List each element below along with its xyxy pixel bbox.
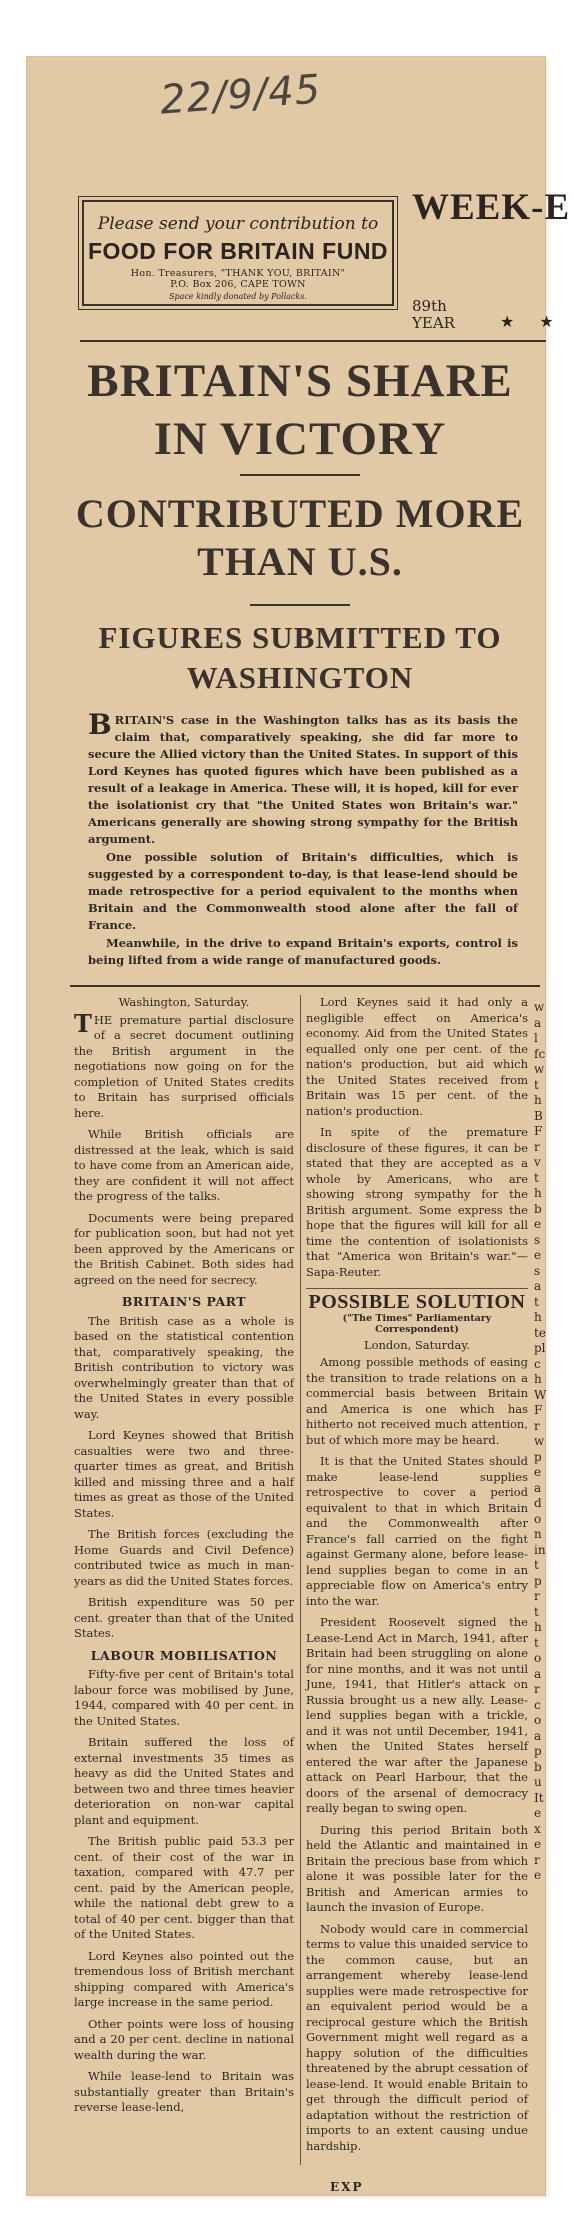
fragment-text: th xyxy=(534,1170,542,1200)
headline-divider xyxy=(240,474,360,476)
fragment-text: se xyxy=(534,1232,542,1262)
section-rule xyxy=(70,985,540,987)
body-paragraph: President Roosevelt signed the Lease-Lend Act in March, 1941, after Britain had been struggling on alone for nine months, and it was not until June, 1941, that Hitler's attack on Russia brought us a new ally. Lease-lend supplies began with a trickle, and it was not until December, 1941, when the United States herself entered the war after the Japanese attack on Pearl Harbour, that the doors of the arsenal of democracy really began to swing open. xyxy=(306,1615,528,1815)
masthead-week: WEEK-E xyxy=(412,187,571,228)
body-paragraph: The British case as a whole is based on the statistical contention that, comparatively speaking, the British contribution to victory was overwhelmingly greater than that of the United States in every possible way. xyxy=(74,1313,294,1421)
masthead-stars: ★ ★ xyxy=(500,312,564,331)
lead-paragraph: Meanwhile, in the drive to expand Britain's exports, control is being lifted from a wide range of manufactured goods. xyxy=(88,936,518,967)
body-paragraph: Lord Keynes showed that British casualties were two and three-quarter times as great, and British killed and missing three and a half times as great as those of the United States. xyxy=(74,1428,294,1520)
headline-main-line1: BRITAIN'S SHARE xyxy=(87,355,513,407)
ad-line2: FOOD FOR BRITAIN FUND xyxy=(87,238,389,264)
fragment-text: B xyxy=(534,1108,543,1123)
fragment-text: sa xyxy=(534,1263,542,1293)
byline: ("The Times" Parliamentary Correspondent) xyxy=(342,1312,492,1335)
year-word: YEAR xyxy=(412,314,455,332)
ad-line1: Please send your contribution to xyxy=(97,214,379,234)
column-dropcap: T xyxy=(74,1008,92,1038)
fragment-text: ere xyxy=(534,1837,542,1882)
fragment-text: te xyxy=(534,1325,546,1340)
ad-line4: P.O. Box 206, CAPE TOWN xyxy=(170,279,306,290)
section-rule xyxy=(306,1288,528,1289)
body-paragraph: Britain suffered the loss of external investments 35 times as heavy as did the United States and between two and three times heavier deterioration on non-war capital plant and equipment. xyxy=(74,1735,294,1827)
body-paragraph: During this period Britain both held the Atlantic and maintained in Britain the precious base from which alone it was possible later for the British and American armies to launch the invasion of Europe. xyxy=(306,1822,528,1914)
fragment-text: W xyxy=(534,1387,547,1402)
fragment-text: to xyxy=(534,1635,542,1665)
body-paragraph: British expenditure was 50 per cent. greater than that of the United States. xyxy=(74,1595,294,1640)
fragment-text: pe xyxy=(534,1449,542,1479)
fragment-text: int xyxy=(534,1542,546,1572)
headline-divider xyxy=(250,604,350,606)
fragment-text: Fr xyxy=(534,1124,543,1154)
body-paragraph: The British public paid 53.3 per cent. of their cost of the war in taxation, compared with 47.7 per cent. paid by the American people, while the national debt grew to a total of 40 per cent. bigger than that of the United States. xyxy=(74,1834,294,1941)
body-paragraph: Lord Keynes said it had only a negligible effect on America's economy. Aid from the United States equalled only one per cent. of the nation's production, but aid which the United States received from Britain was 15 per cent. of the nation's production. xyxy=(306,995,528,1118)
body-paragraph: While lease-lend to Britain was substantially greater than Britain's reverse lease-lend, xyxy=(74,2069,294,2114)
fragment-text: th xyxy=(534,1604,542,1634)
body-paragraph: Other points were loss of housing and a 20 per cent. decline in national wealth during the war. xyxy=(74,2016,294,2062)
body-paragraph: In spite of the premature disclosure of these figures, it can be stated that they are accepted as a whole by Americans, who are showing strong sympathy for the British argument. Some express the hope that the figures will kill for all time the contention of isolationists that "America won Britain's war."—Sapa-Reuter. xyxy=(306,1125,528,1279)
headline-third xyxy=(70,618,530,698)
body-paragraph: THE premature partial disclosure of a secret document outlining the British argument in the negotiations now going on for the completion of United States credits to Britain has surprised officials here. xyxy=(74,1008,294,1120)
headline-main-line2: IN VICTORY xyxy=(153,413,447,465)
ad-line3: Hon. Treasurers, "THANK YOU, BRITAIN" xyxy=(130,268,346,279)
year-number: 89th xyxy=(412,297,447,315)
subheading: LABOUR MOBILISATION xyxy=(90,1647,278,1663)
fragment-text: a xyxy=(534,1015,542,1030)
lead-paragraphs xyxy=(88,708,518,970)
fragment-text: be xyxy=(534,1201,542,1231)
fragment-text: l xyxy=(534,1031,538,1045)
adjacent-column-fragment xyxy=(534,1000,546,2100)
handwritten-date: 22/9/45 xyxy=(158,66,323,124)
article-column-left xyxy=(74,995,294,2122)
lead-paragraph: One possible solution of Britain's difficulties, which is suggested by a correspondent to-day, is that lease-lend should be made retrospective for a period equivalent to the months when Britain and the Commonwealth stood alone after the fall of France. xyxy=(88,850,518,932)
fragment-text: w xyxy=(534,1000,545,1014)
fragment-text: ap xyxy=(534,1728,542,1758)
dateline: London, Saturday. xyxy=(363,1337,471,1352)
body-paragraph: Documents were being prepared for publication soon, but had not yet been approved by the Americans or the British Cabinet. Both sides had agreed on the need for secrecy. xyxy=(74,1210,294,1287)
food-for-britain-ad xyxy=(82,200,394,306)
fragment-text: w xyxy=(534,1062,545,1076)
lead-dropcap: B xyxy=(88,708,112,741)
headline-main xyxy=(70,352,530,468)
fragment-text: Fr xyxy=(534,1403,543,1433)
subheading: BRITAIN'S PART xyxy=(121,1294,247,1309)
fragment-text: th xyxy=(534,1294,542,1324)
article-column-right xyxy=(306,995,528,2160)
subheading-possible-solution: POSSIBLE SOLUTION xyxy=(308,1291,526,1313)
fragment-text: pl xyxy=(534,1341,546,1355)
fragment-text: It xyxy=(534,1790,544,1805)
body-paragraph: While British officials are distressed at the leak, which is said to have come from an American aide, they are confident it will not affect the progress of the talks. xyxy=(74,1127,294,1203)
fragment-text: ex xyxy=(534,1806,542,1836)
headline-second-line2: THAN U.S. xyxy=(197,539,403,584)
ad-line5: Space kindly donated by Pollacks. xyxy=(169,292,307,301)
masthead-year xyxy=(412,298,455,332)
body-paragraph: It is that the United States should make lease-lend supplies retrospective to cover a period equivalent to that in which Britain and the Commonwealth after France's fall carried on the fight against Germany alone, before lease-lend supplies began to come in an appreciable flow on America's entry into the war. xyxy=(306,1454,528,1608)
body-paragraph: Fifty-five per cent of Britain's total labour force was mobilised by June, 1944, compared with 40 per cent. in the United States. xyxy=(74,1667,294,1728)
body-paragraph: Among possible methods of easing the transition to trade relations on a commercial basis between Britain and America is one which has hitherto not received much attention, but of which more may be heard. xyxy=(306,1355,528,1447)
headline-second-line1: CONTRIBUTED MORE xyxy=(75,491,525,536)
fragment-text: th xyxy=(534,1077,542,1107)
headline-second xyxy=(70,490,530,586)
lead-paragraph: BRITAIN'S case in the Washington talks has as its basis the claim that, comparatively speaking, she did far more to secure the Allied victory than the United States. In support of this Lord Keynes has quoted figures which have been published as a result of a leakage in America. These will, it is hoped, kill for ever the isolationist cry that "the United States won Britain's war." Americans generally are showing strong sympathy for the British argument. xyxy=(88,708,518,846)
body-paragraph: Nobody would care in commercial terms to value this unaided service to the common cause, but an arrangement whereby lease-lend supplies were made retrospective for an equivalent period would be a reciprocal gesture which the British Government might well regard as a happy solution of the difficulties threatened by the abrupt cessation of lease-lend. It would enable Britain to get through the difficult period of adaptation without the restriction of imports to an extent causing undue hardship. xyxy=(306,1921,528,2153)
headline-third-line2: WASHINGTON xyxy=(186,660,414,695)
fragment-text: co xyxy=(534,1697,542,1727)
fragment-text: pr xyxy=(534,1573,542,1603)
headline-third-line1: FIGURES SUBMITTED TO xyxy=(98,620,502,655)
bottom-fragment: EXP xyxy=(330,2180,364,2194)
dateline: Washington, Saturday. xyxy=(118,995,250,1009)
fragment-text: w xyxy=(534,1434,545,1448)
masthead-rule xyxy=(80,340,546,342)
fragment-text: ar xyxy=(534,1666,542,1696)
fragment-text: fc xyxy=(534,1046,546,1061)
fragment-text: ch xyxy=(534,1356,542,1386)
fragment-text: on xyxy=(534,1511,542,1541)
body-paragraph: The British forces (excluding the Home Guards and Civil Defence) contributed twice as much in man-years as did the United States forces. xyxy=(74,1527,294,1588)
fragment-text: ad xyxy=(534,1480,542,1510)
column-divider xyxy=(300,995,301,2165)
fragment-text: v xyxy=(534,1155,541,1169)
body-paragraph: Lord Keynes also pointed out the tremendous loss of British merchant shipping compared with America's large increase in the same period. xyxy=(74,1948,294,2009)
fragment-text: bu xyxy=(534,1759,542,1789)
